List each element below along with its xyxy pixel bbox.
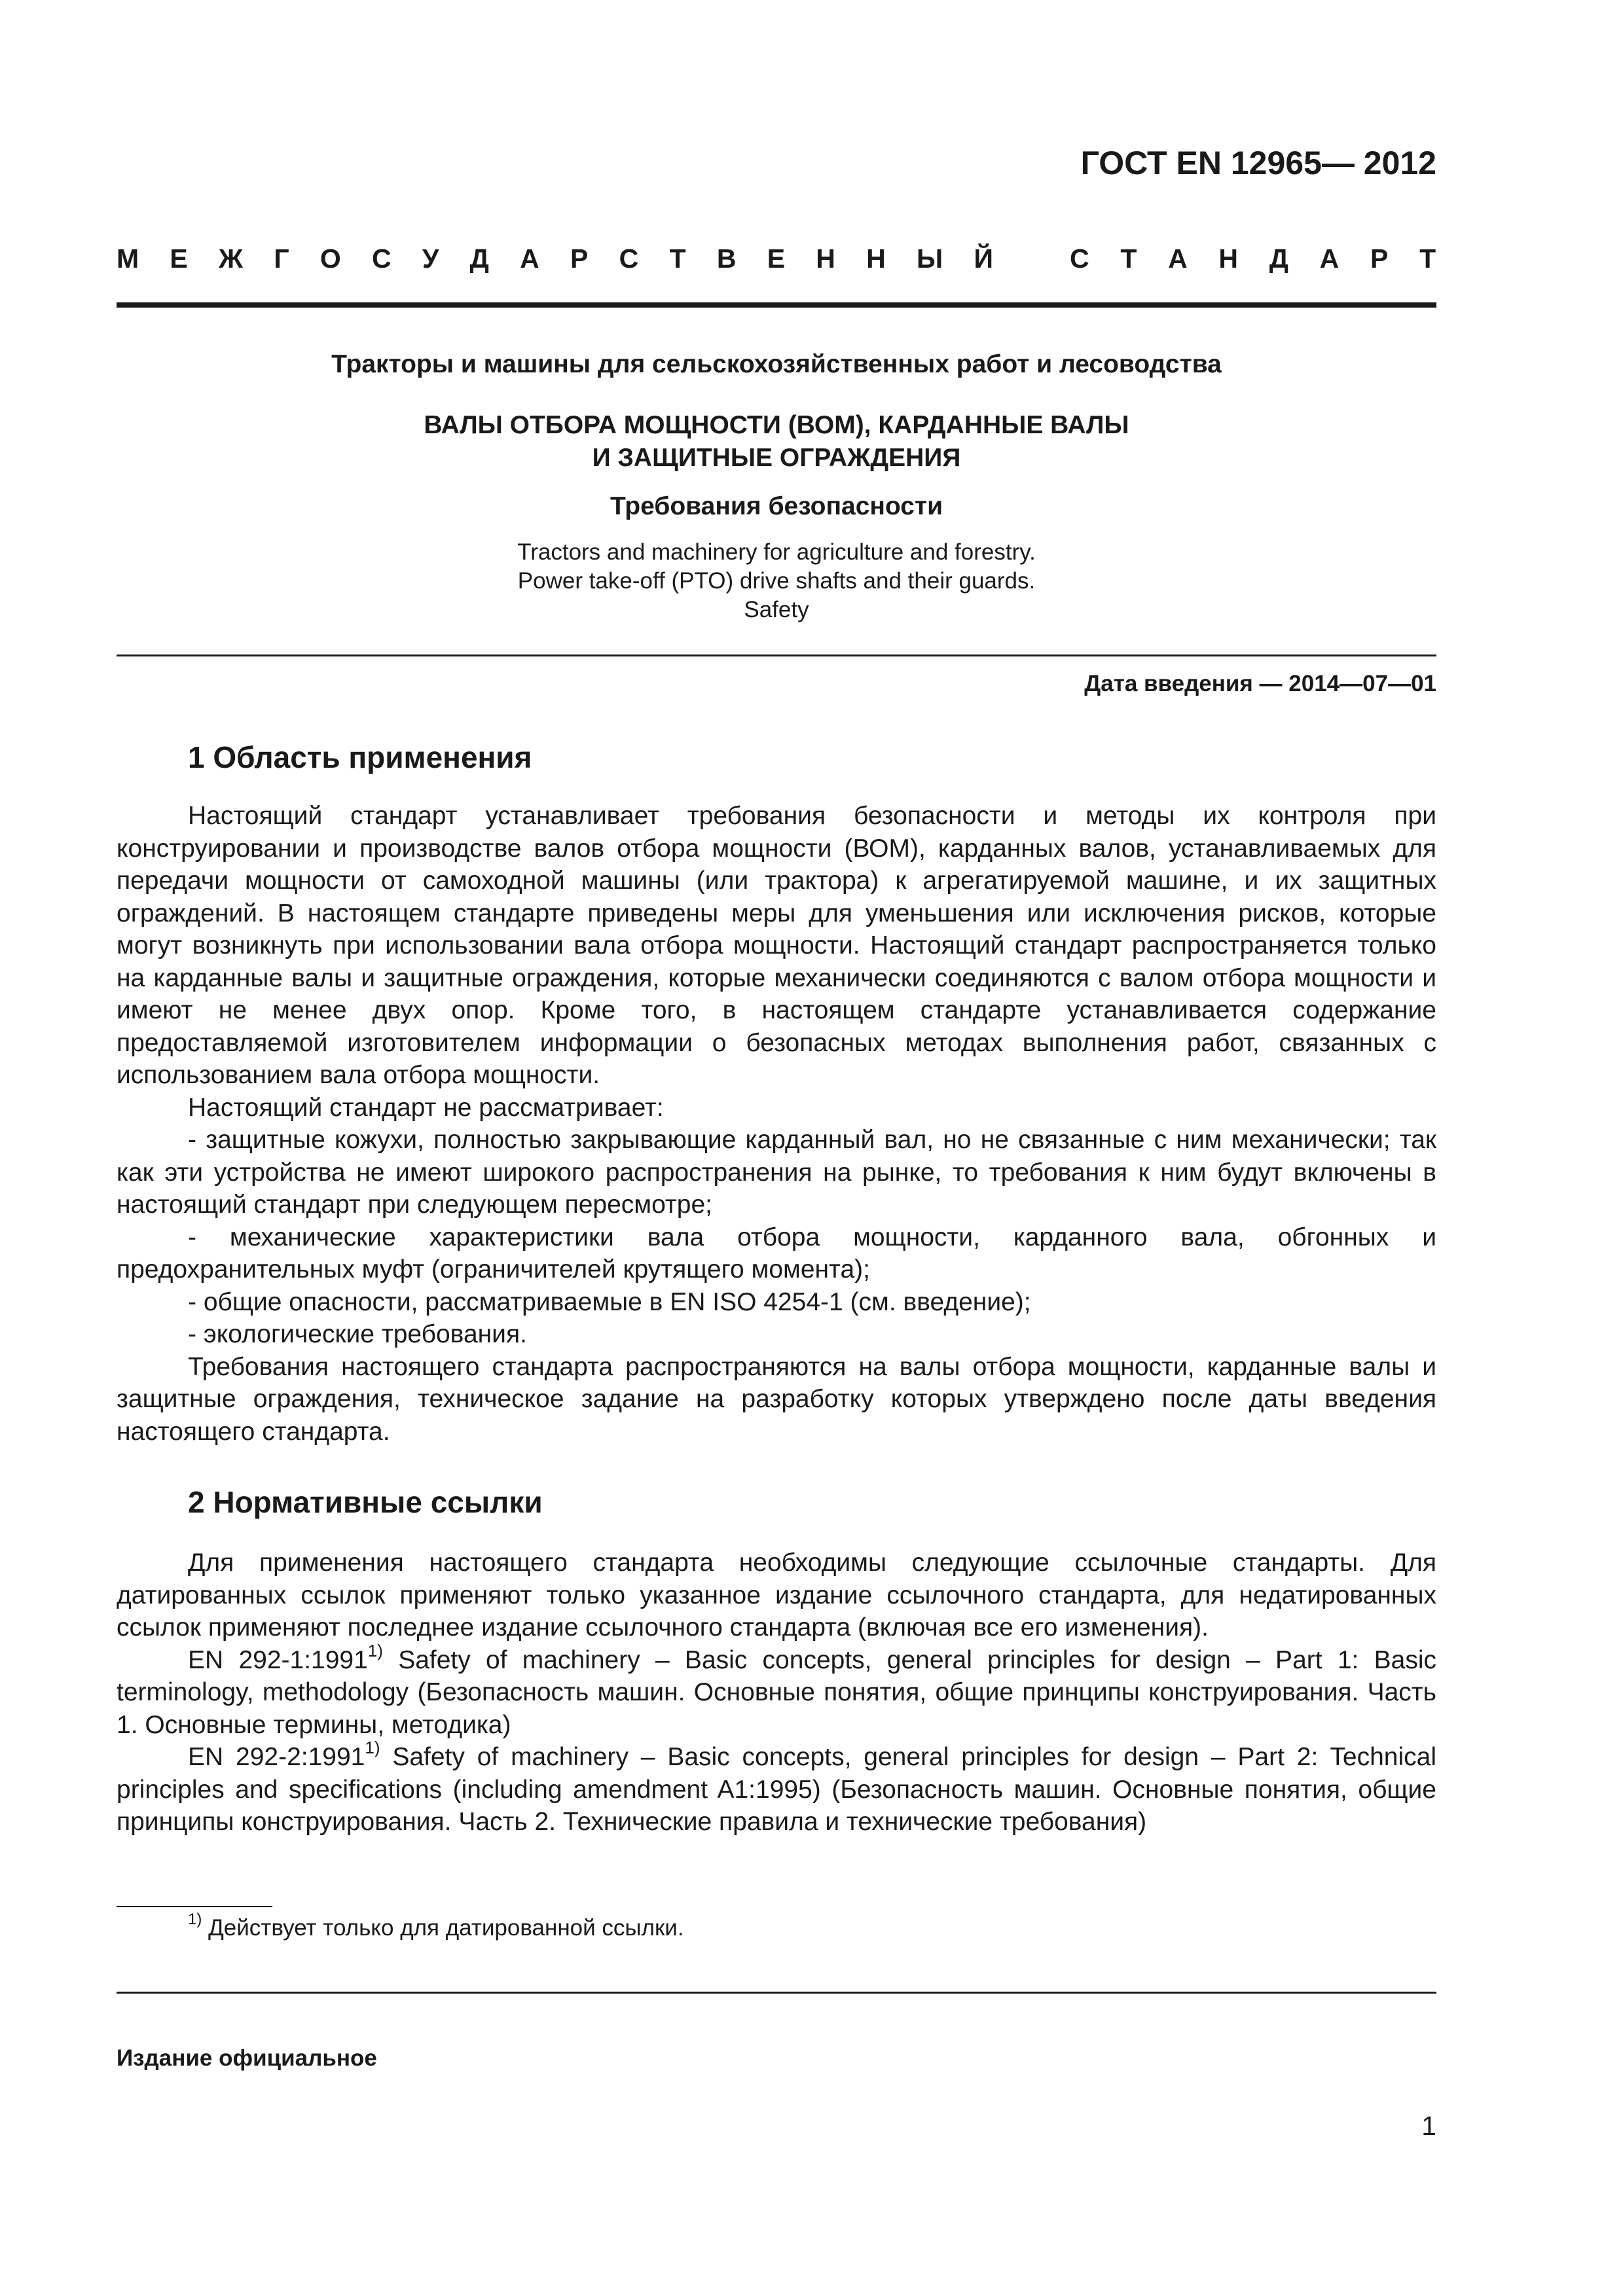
footnote <box>188 1910 684 1941</box>
title-subtitle: Требования безопасности <box>610 492 943 520</box>
title-category: Тракторы и машины для сельскохозяйственных работ и лесоводства <box>331 350 1222 378</box>
english-title <box>117 538 1436 624</box>
banner-letter: С <box>372 243 392 274</box>
banner-letter: А <box>1319 243 1340 274</box>
banner-letter: Т <box>1419 243 1436 274</box>
standard-type-banner <box>117 243 1436 274</box>
footnote-mark: 1) <box>188 1910 202 1929</box>
banner-letter: С <box>619 243 640 274</box>
banner-letter: Е <box>767 243 786 274</box>
banner-letter: Д <box>1269 243 1289 274</box>
banner-letter: Е <box>170 243 189 274</box>
main-title <box>117 409 1436 475</box>
banner-letter: С <box>1070 243 1090 274</box>
english-title-line-2: Power take-off (PTO) drive shafts and their guards. <box>517 568 1036 594</box>
section-2-body <box>117 1547 1436 1839</box>
section-1-paragraph: Настоящий стандарт устанавливает требования безопасности и методы их контроля при конструировании и производстве валов отбора мощности (ВОМ), карданных валов, устанавливаемых для передачи мощности от самоходной машины (или трактора) к агрегатируемой машине, и их защитных ограждений. В настоящем стандарте приведены меры для уменьшения или исключения рисков, которые могут возникнуть при использовании вала отбора мощности. Настоящий стандарт распространяется только на карданные валы и защитные ограждения, которые механически соединяются с валом отбора мощности и имеют не менее двух опор. Кроме того, в настоящем стандарте устанавливается содержание предоставляемой изготовителем информации о безопасных методах выполнения работ, связанных с использованием вала отбора мощности. <box>117 802 1436 1089</box>
section-1-paragraph: Требования настоящего стандарта распространяются на валы отбора мощности, карданные валы и защитные ограждения, техническое задание на разработку которых утверждено после даты введения настоящего стандарта. <box>117 1352 1436 1446</box>
exclusion-item: - механические характеристики вала отбора мощности, карданного вала, обгонных и предохранительных муфт (ограничителей крутящего момента); <box>117 1223 1436 1283</box>
footnote-text: Действует только для датированной ссылки. <box>202 1915 684 1941</box>
banner-letter: Ы <box>917 243 944 274</box>
banner-letter: Ж <box>219 243 244 274</box>
section-2-paragraph: Для применения настоящего стандарта необходимы следующие ссылочные стандарты. Для датированных ссылок применяют только указанное издание ссылочного стандарта, для недатированных ссылок применяют последнее издание ссылочного стандарта (включая все его изменения). <box>117 1549 1436 1641</box>
banner-letter: Г <box>274 243 290 274</box>
banner-letter: Н <box>816 243 836 274</box>
title-rule <box>117 655 1436 656</box>
main-title-line-2: И ЗАЩИТНЫЕ ОГРАЖДЕНИЯ <box>592 444 961 472</box>
banner-word-interstate <box>117 243 994 274</box>
banner-letter: В <box>716 243 737 274</box>
section-1-heading: 1 Область применения <box>188 740 532 774</box>
document-code: ГОСТ EN 12965— 2012 <box>1080 145 1436 181</box>
reference-title: Safety of machinery – Basic concepts, general principles for design – Part 2: Technical principles and specifications (including amendment A1:1995) (Безопасность машин. Основные понятия, общие принципы конструирования. Часть 2. Технические правила и технические требования) <box>117 1743 1437 1836</box>
section-2-heading: 2 Нормативные ссылки <box>188 1485 543 1519</box>
banner-letter: Й <box>974 243 994 274</box>
edition-label: Издание официальное <box>117 2045 377 2071</box>
banner-letter: М <box>117 243 139 274</box>
banner-letter: Т <box>669 243 687 274</box>
banner-letter: О <box>319 243 342 274</box>
footer-rule <box>117 1992 1436 1994</box>
banner-letter: А <box>1168 243 1188 274</box>
footnote-marker: 1) <box>367 1640 383 1660</box>
banner-letter: Р <box>570 243 589 274</box>
banner-word-standard <box>1070 243 1436 274</box>
banner-letter: Т <box>1120 243 1138 274</box>
reference-item <box>117 1738 1437 1839</box>
exclusion-item: - экологические требования. <box>188 1320 527 1348</box>
banner-letter: Д <box>469 243 490 274</box>
reference-code: EN 292-2:1991 <box>188 1743 365 1771</box>
footnote-marker: 1) <box>365 1738 380 1757</box>
introduction-date: Дата введения — 2014—07—01 <box>1084 671 1436 696</box>
main-title-line-1: ВАЛЫ ОТБОРА МОЩНОСТИ (ВОМ), КАРДАННЫЕ ВАЛЫ <box>424 411 1129 439</box>
reference-title: Safety of machinery – Basic concepts, general principles for design – Part 1: Basic terminology, methodology (Безопасность машин. Основные понятия, общие принципы конструирования. Часть 1. Основные термины, методика) <box>117 1645 1437 1739</box>
page-number: 1 <box>1421 2111 1436 2141</box>
exclusion-item: - общие опасности, рассматриваемые в EN ISO 4254-1 (см. введение); <box>188 1287 1031 1316</box>
english-title-line-1: Tractors and machinery for agriculture and forestry. <box>517 539 1036 565</box>
reference-code: EN 292-1:1991 <box>188 1645 368 1674</box>
banner-letter: Н <box>1218 243 1239 274</box>
section-1-body <box>117 800 1436 1448</box>
banner-letter: Р <box>1370 243 1389 274</box>
exclusion-item: - защитные кожухи, полностью закрывающие карданный вал, но не связанные с ним механически; так как эти устройства не имеют широкого распространения на рынке, то требования к ним будут включены в настоящий стандарт при следующем пересмотре; <box>117 1126 1436 1219</box>
english-title-line-3: Safety <box>744 597 809 622</box>
banner-letter: У <box>422 243 440 274</box>
reference-item <box>117 1640 1437 1742</box>
footnote-separator <box>117 1906 272 1907</box>
header-rule <box>117 302 1436 308</box>
section-1-paragraph: Настоящий стандарт не рассматривает: <box>188 1093 664 1122</box>
banner-letter: Н <box>866 243 886 274</box>
banner-letter: А <box>520 243 540 274</box>
